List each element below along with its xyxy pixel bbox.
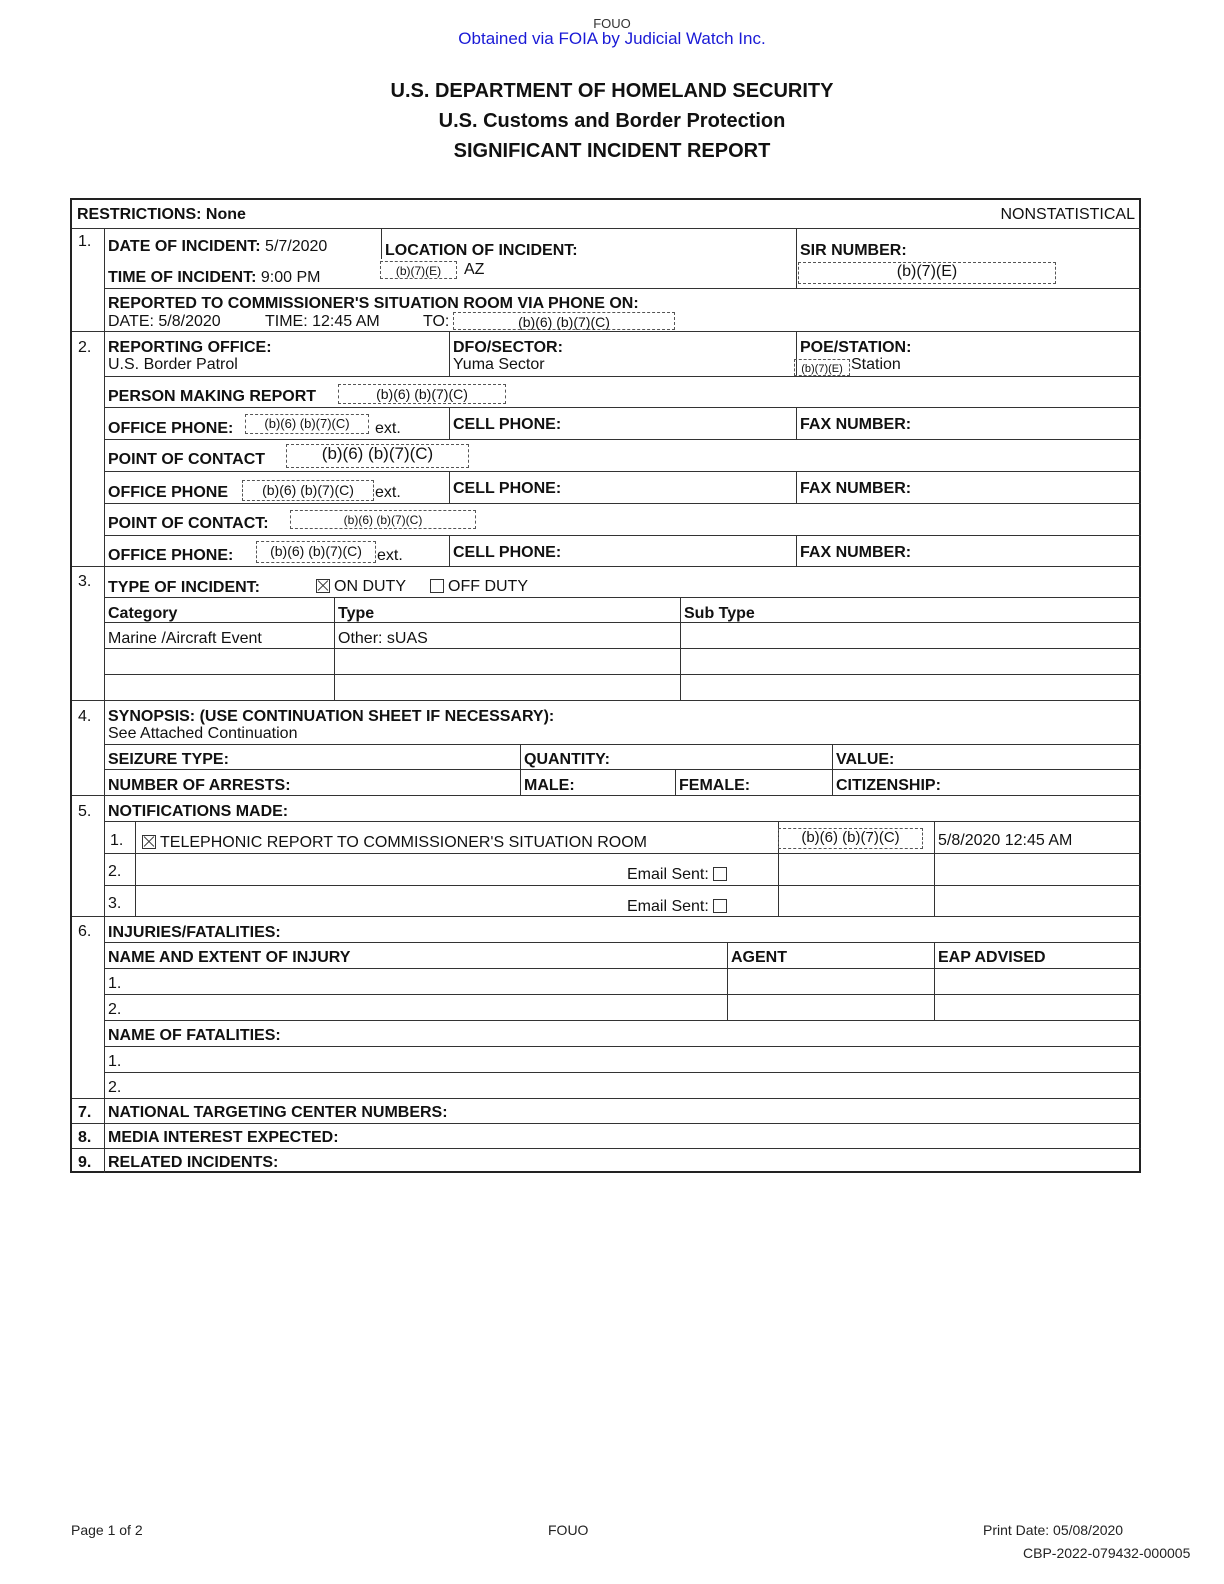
checked-icon — [316, 579, 330, 593]
agency-title: U.S. Customs and Border Protection — [438, 110, 786, 132]
notifications-made-label: NOTIFICATIONS MADE: — [108, 803, 289, 820]
section-number-1: 1. — [78, 233, 92, 250]
section-number-3: 3. — [78, 573, 92, 590]
location-redaction: (b)(7)(E) — [380, 261, 457, 279]
unchecked-icon — [430, 579, 444, 593]
female-label: FEMALE: — [679, 777, 751, 794]
dfo-sector-label: DFO/SECTOR: — [453, 339, 563, 356]
checked-icon — [142, 835, 156, 849]
type-header: Type — [338, 605, 375, 622]
value-label: VALUE: — [836, 751, 895, 768]
email-sent-checkbox-2[interactable]: Email Sent: — [627, 866, 731, 884]
reporting-office-value: U.S. Border Patrol — [108, 356, 238, 373]
fax-number-label-2: FAX NUMBER: — [800, 480, 912, 497]
related-incidents-label: RELATED INCIDENTS: — [108, 1154, 279, 1171]
fax-number-label-1: FAX NUMBER: — [800, 416, 912, 433]
type-of-incident-label: TYPE OF INCIDENT: — [108, 579, 261, 596]
fatality-row-1: 1. — [108, 1053, 122, 1070]
quantity-label: QUANTITY: — [524, 751, 610, 768]
sir-number-redaction: (b)(7)(E) — [798, 262, 1056, 284]
injury-row-1: 1. — [108, 975, 122, 992]
citizenship-label: CITIZENSHIP: — [836, 777, 941, 794]
reported-to-redaction: (b)(6) (b)(7)(C) — [453, 312, 675, 330]
poe-station-redaction: (b)(7)(E) — [794, 359, 850, 376]
print-date: Print Date: 05/08/2020 — [983, 1522, 1124, 1538]
unchecked-icon — [713, 867, 727, 881]
point-of-contact-redaction-1: (b)(6) (b)(7)(C) — [286, 444, 469, 468]
section-number-8: 8. — [78, 1129, 92, 1146]
notification-row-1-redaction: (b)(6) (b)(7)(C) — [778, 828, 923, 849]
cell-phone-label-2: CELL PHONE: — [453, 480, 562, 497]
subtype-header: Sub Type — [684, 605, 755, 622]
cell-phone-label-3: CELL PHONE: — [453, 544, 562, 561]
synopsis-value: See Attached Continuation — [108, 725, 298, 742]
office-phone-ext-2: ext. — [375, 484, 401, 501]
notification-row-2-number: 2. — [108, 863, 122, 880]
poe-station-label: POE/STATION: — [800, 339, 912, 356]
poe-station-value: Station — [851, 356, 901, 373]
media-interest-label: MEDIA INTEREST EXPECTED: — [108, 1129, 339, 1146]
fouo-marking-bottom: FOUO — [548, 1522, 589, 1538]
page-number: Page 1 of 2 — [71, 1522, 143, 1538]
office-phone-redaction-3: (b)(6) (b)(7)(C) — [256, 541, 376, 563]
person-making-report-label: PERSON MAKING REPORT — [108, 388, 317, 405]
injury-name-header: NAME AND EXTENT OF INJURY — [108, 949, 351, 966]
eap-advised-header: EAP ADVISED — [938, 949, 1046, 966]
section-number-9: 9. — [78, 1154, 92, 1171]
report-title: SIGNIFICANT INCIDENT REPORT — [453, 140, 771, 162]
date-of-incident: DATE OF INCIDENT: 5/7/2020 — [108, 238, 328, 255]
office-phone-label-2: OFFICE PHONE — [108, 484, 229, 501]
department-title: U.S. DEPARTMENT OF HOMELAND SECURITY — [390, 80, 834, 102]
section-number-7: 7. — [78, 1104, 92, 1121]
time-of-incident: TIME OF INCIDENT: 9:00 PM — [108, 269, 321, 286]
type-value: Other: sUAS — [338, 630, 428, 647]
notification-row-3-number: 3. — [108, 895, 122, 912]
cell-phone-label-1: CELL PHONE: — [453, 416, 562, 433]
restrictions-label: RESTRICTIONS: None — [77, 206, 246, 223]
office-phone-ext-1: ext. — [375, 420, 401, 437]
reported-date: DATE: 5/8/2020 — [108, 313, 221, 330]
number-of-arrests-label: NUMBER OF ARRESTS: — [108, 777, 291, 794]
nonstatistical-label: NONSTATISTICAL — [1000, 206, 1135, 223]
email-sent-checkbox-3[interactable]: Email Sent: — [627, 898, 731, 916]
agent-header: AGENT — [731, 949, 787, 966]
notification-row-1-number: 1. — [110, 832, 124, 849]
injuries-fatalities-label: INJURIES/FATALITIES: — [108, 924, 281, 941]
name-of-fatalities-label: NAME OF FATALITIES: — [108, 1027, 281, 1044]
fax-number-label-3: FAX NUMBER: — [800, 544, 912, 561]
national-targeting-center-label: NATIONAL TARGETING CENTER NUMBERS: — [108, 1104, 448, 1121]
category-header: Category — [108, 605, 178, 622]
sir-number-label: SIR NUMBER: — [800, 242, 907, 259]
fouo-marking-top: FOUO — [593, 16, 631, 31]
section-number-4: 4. — [78, 708, 92, 725]
point-of-contact-redaction-2: (b)(6) (b)(7)(C) — [290, 510, 476, 529]
document-id: CBP-2022-079432-000005 — [1023, 1545, 1191, 1561]
section-number-2: 2. — [78, 339, 92, 356]
reported-to: TO: — [423, 313, 450, 330]
office-phone-ext-3: ext. — [377, 547, 403, 564]
synopsis-label: SYNOPSIS: (USE CONTINUATION SHEET IF NECESSARY): — [108, 708, 555, 725]
location-state: AZ — [464, 261, 485, 278]
office-phone-label-1: OFFICE PHONE: — [108, 420, 234, 437]
section-number-6: 6. — [78, 923, 92, 940]
category-value: Marine /Aircraft Event — [108, 630, 262, 647]
section-number-5: 5. — [78, 803, 92, 820]
office-phone-label-3: OFFICE PHONE: — [108, 547, 234, 564]
reported-time: TIME: 12:45 AM — [265, 313, 380, 330]
fatality-row-2: 2. — [108, 1079, 122, 1096]
reported-to-label: REPORTED TO COMMISSIONER'S SITUATION ROOM VIA PHONE ON: — [108, 295, 639, 312]
foia-watermark: Obtained via FOIA by Judicial Watch Inc. — [458, 29, 766, 48]
notification-row-1-time: 5/8/2020 12:45 AM — [938, 832, 1073, 849]
point-of-contact-label-2: POINT OF CONTACT: — [108, 515, 269, 532]
notification-row-1-text: TELEPHONIC REPORT TO COMMISSIONER'S SITUATION ROOM — [142, 834, 647, 852]
on-duty-checkbox[interactable]: ON DUTY — [316, 578, 406, 596]
office-phone-redaction-2: (b)(6) (b)(7)(C) — [242, 480, 374, 501]
reporting-office-label: REPORTING OFFICE: — [108, 339, 272, 356]
unchecked-icon — [713, 899, 727, 913]
office-phone-redaction-1: (b)(6) (b)(7)(C) — [245, 414, 369, 434]
location-label: LOCATION OF INCIDENT: — [385, 242, 578, 259]
seizure-type-label: SEIZURE TYPE: — [108, 751, 229, 768]
incident-report-form — [70, 198, 1141, 1173]
point-of-contact-label-1: POINT OF CONTACT — [108, 451, 266, 468]
male-label: MALE: — [524, 777, 575, 794]
person-making-report-redaction: (b)(6) (b)(7)(C) — [338, 384, 506, 404]
injury-row-2: 2. — [108, 1001, 122, 1018]
off-duty-checkbox[interactable]: OFF DUTY — [430, 578, 528, 596]
dfo-sector-value: Yuma Sector — [453, 356, 545, 373]
